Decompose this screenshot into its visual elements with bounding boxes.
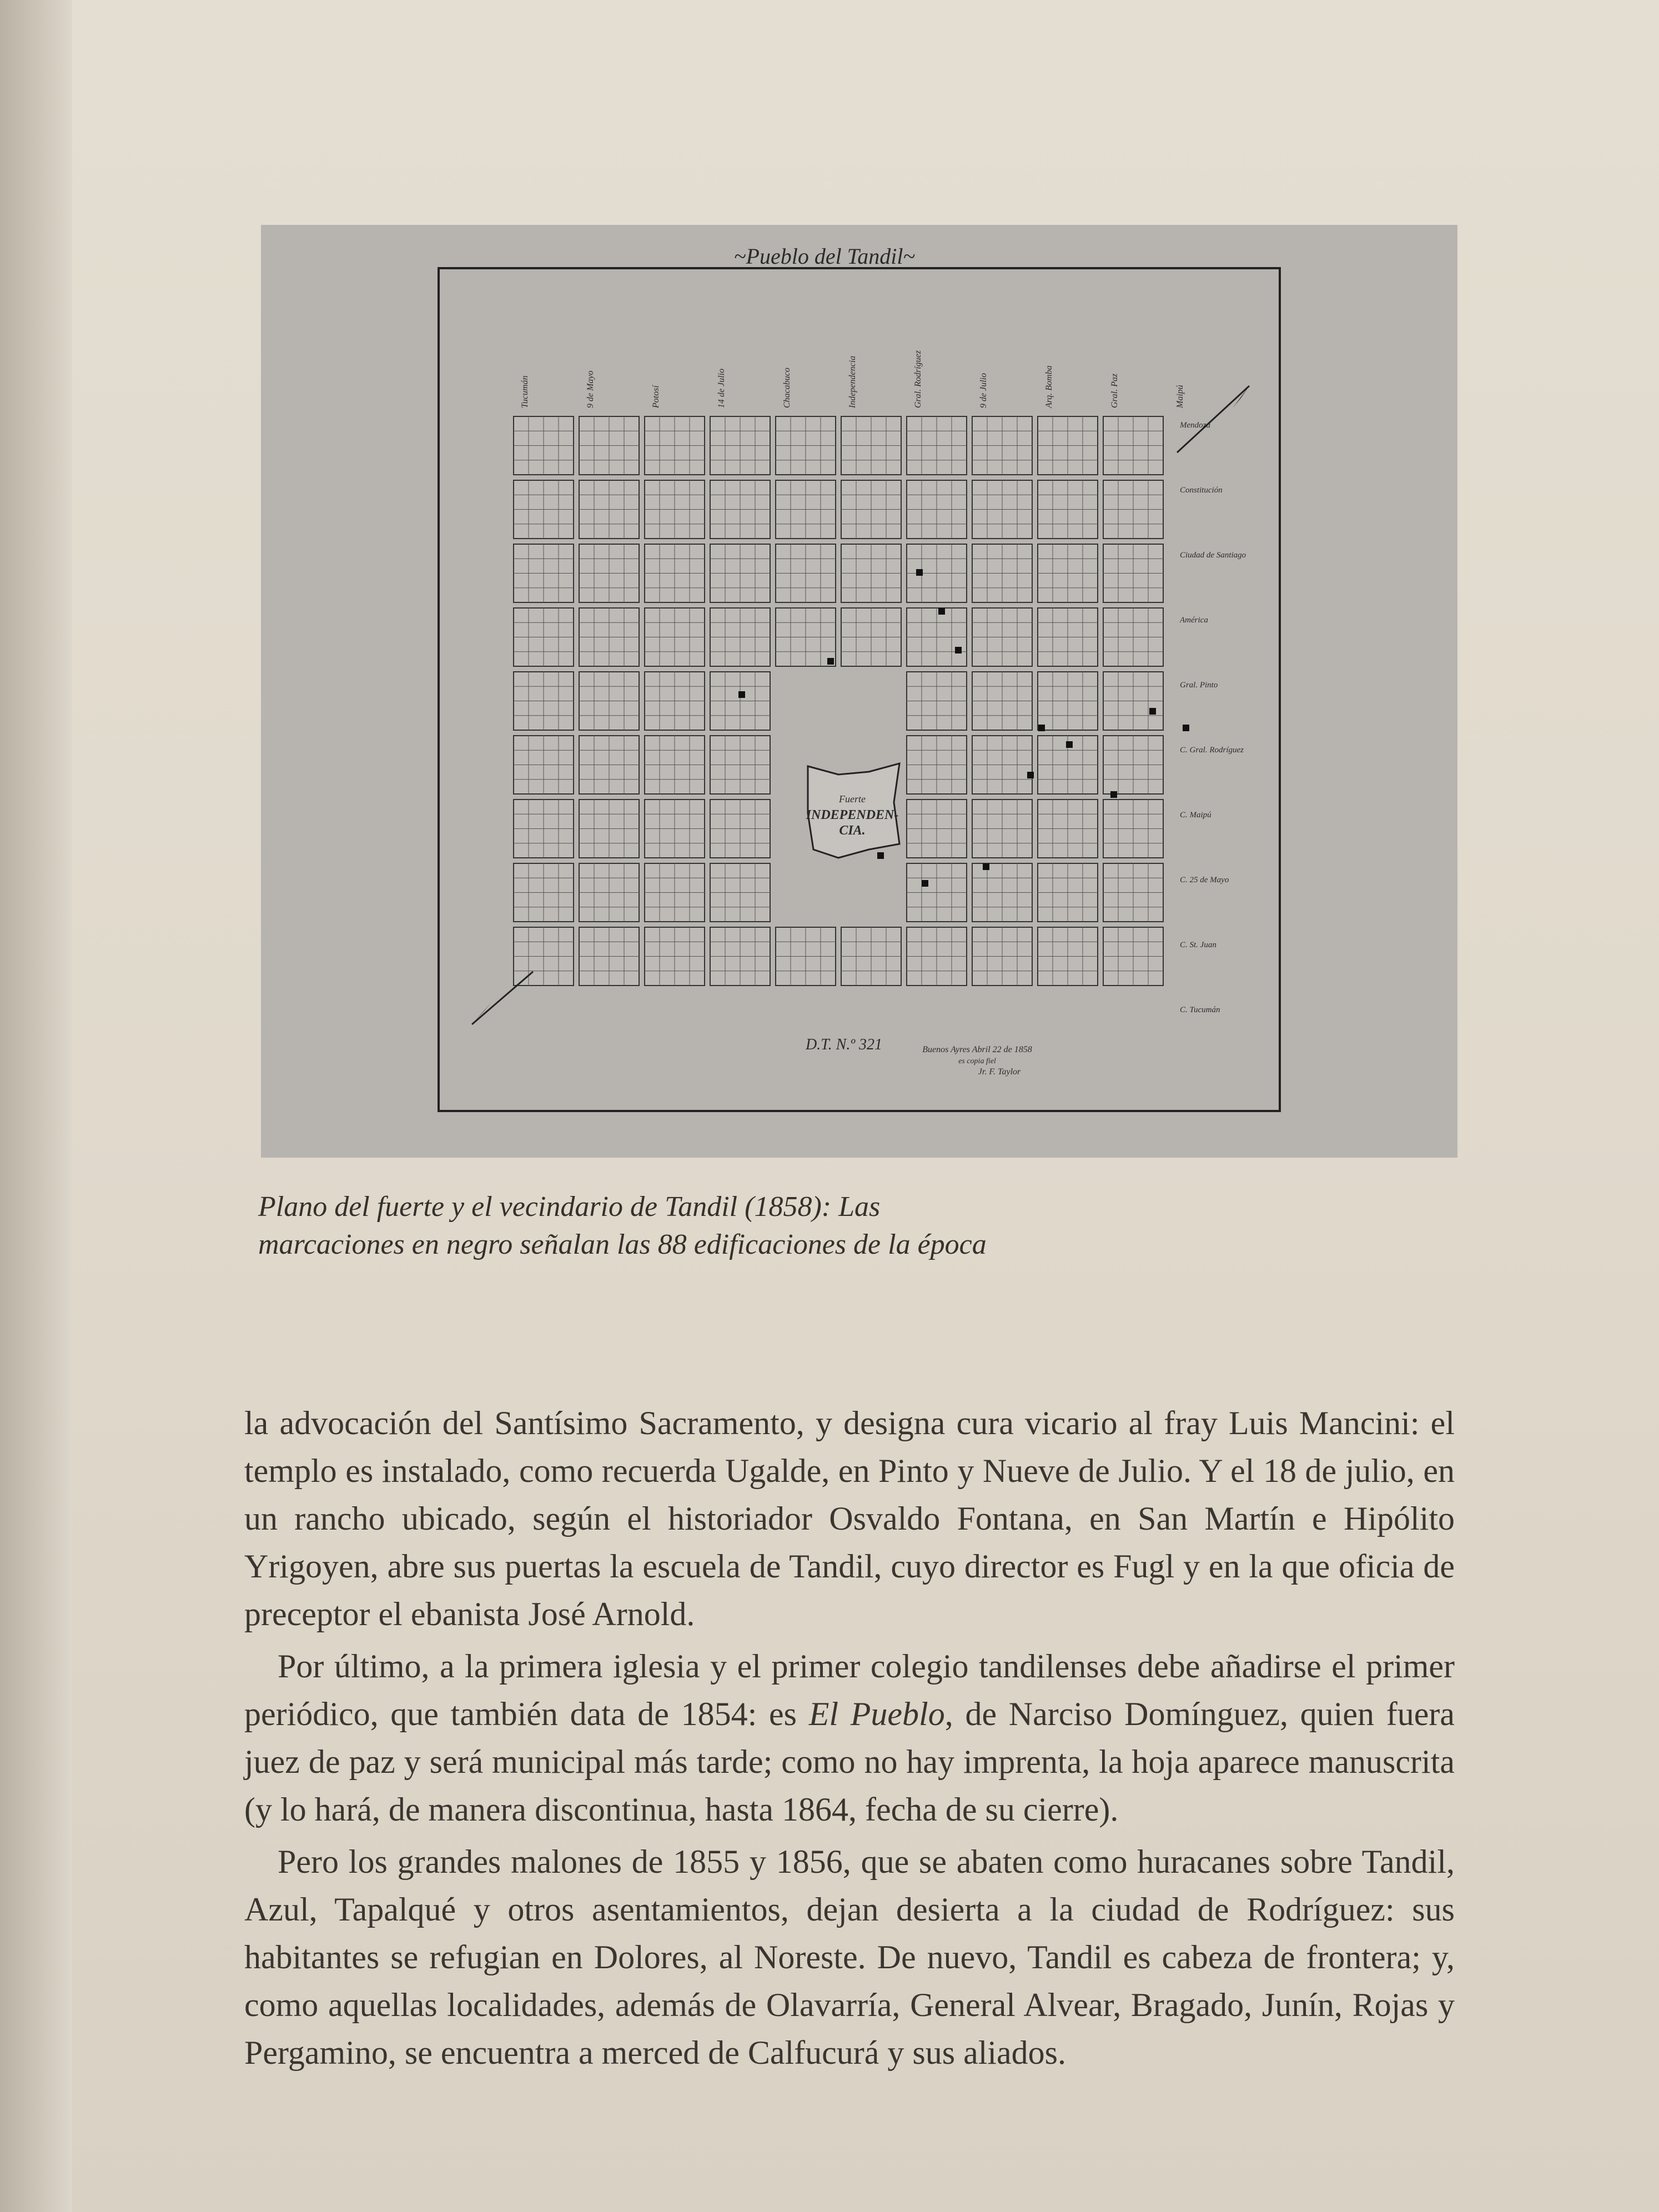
row-street-label: C. Maipú (1180, 811, 1211, 820)
caption-line-2: marcaciones en negro señalan las 88 edificaciones de la época (258, 1229, 987, 1260)
date-line-2: es copia fiel (958, 1057, 996, 1065)
page-gutter (0, 0, 72, 2212)
row-street-label: C. Tucumán (1180, 1006, 1220, 1014)
column-street-label: Gral. Rodríguez (913, 350, 923, 408)
building-marker (738, 691, 745, 698)
newspaper-title: El Pueblo (808, 1696, 945, 1732)
fort-label-2: INDEPENDEN- (806, 808, 899, 822)
building-marker (916, 569, 923, 576)
column-street-label: 9 de Mayo (586, 370, 595, 408)
paragraph-3: Pero los grandes malones de 1855 y 1856, que se abaten como huracanes sobre Tandil, Azul, Tapalqué y otros asentamientos, dejan desierta a la ciudad de Rodríguez: sus habitantes se refugian en Dolores, al Noreste. De nuevo, Tandil es cabeza de frontera; y, como aquellas localidades, además de Olavarría, General Alvear, Bragado, Junín, Rojas y Pergamino, se encuentra a merced de Calfucurá y sus aliados. (244, 1843, 1455, 2071)
building-marker (1038, 725, 1045, 731)
figure-caption (258, 1188, 1147, 1264)
building-marker (1183, 725, 1189, 731)
column-street-label: Tucumán (520, 375, 530, 408)
row-street-label: Ciudad de Santiago (1180, 551, 1246, 560)
plan-number: D.T. N.º 321 (805, 1036, 883, 1053)
paragraph-2-start: Por último, a la primera iglesia y el primer colegio tandilenses debe añadirse el primer periódico, que también data de 1854: es (244, 1648, 1455, 1732)
paragraph-1: la advocación del Santísimo Sacramento, y designa cura vicario al fray Luis Mancini: el templo es instalado, como recuerda Ugalde, en Pinto y Nueve de Julio. Y el 18 de julio, en un rancho ubicado, según el historiador Osvaldo Fontana, en San Martín e Hipólito Yrigoyen, abre sus puertas la escuela de Tandil, cuyo director es Fugl y en la que oficia de preceptor el ebanista José Arnold. (244, 1405, 1455, 1632)
map-title: ~Pueblo del Tandil~ (733, 244, 916, 269)
fort-label-1: Fuerte (839, 793, 866, 805)
building-marker (1027, 772, 1034, 778)
fort-label-3: CIA. (839, 823, 866, 838)
building-marker (955, 647, 962, 653)
paragraph-2-end: , de Narciso Domínguez, quien fuera juez de paz y será municipal más tarde; como no hay imprenta, la hoja aparece manuscrita (y lo hará, de manera discontinua, hasta 1864, fecha de su cierre). (244, 1696, 1455, 1828)
date-line-1: Buenos Ayres Abril 22 de 1858 (922, 1045, 1032, 1054)
row-street-label: Mendoza (1180, 421, 1210, 430)
column-street-label: 9 de Julio (979, 373, 988, 408)
building-marker (983, 863, 989, 870)
building-marker (938, 608, 945, 615)
column-street-label: Independencia (848, 355, 857, 408)
row-street-label: C. 25 de Mayo (1180, 876, 1229, 884)
caption-line-1: Plano del fuerte y el vecindario de Tandil (1858): Las (258, 1191, 881, 1223)
row-street-label: Gral. Pinto (1180, 681, 1218, 690)
column-street-label: Maipú (1175, 385, 1185, 408)
building-marker (1066, 741, 1073, 748)
row-street-label: Constitución (1180, 486, 1223, 495)
row-street-label: C. Gral. Rodríguez (1180, 746, 1244, 755)
building-marker (877, 852, 884, 859)
building-marker (1110, 791, 1117, 798)
column-street-label: Arq. Bomba (1044, 365, 1054, 408)
column-street-label: Chacabuco (782, 368, 792, 408)
column-street-label: 14 de Julio (717, 368, 726, 408)
date-line-3: Jr. F. Taylor (978, 1067, 1021, 1077)
building-marker (1149, 708, 1156, 715)
building-marker (827, 658, 834, 665)
town-plan-map (261, 225, 1457, 1158)
row-street-label: América (1180, 616, 1208, 625)
row-street-label: C. St. Juan (1180, 941, 1216, 949)
fort-square (806, 763, 899, 858)
map-figure (261, 225, 1457, 1158)
column-street-label: Gral. Paz (1110, 373, 1119, 408)
paragraph-2 (244, 1642, 1455, 1833)
building-marker (922, 880, 928, 887)
body-text (244, 1399, 1455, 2081)
column-street-label: Potosí (651, 385, 661, 408)
